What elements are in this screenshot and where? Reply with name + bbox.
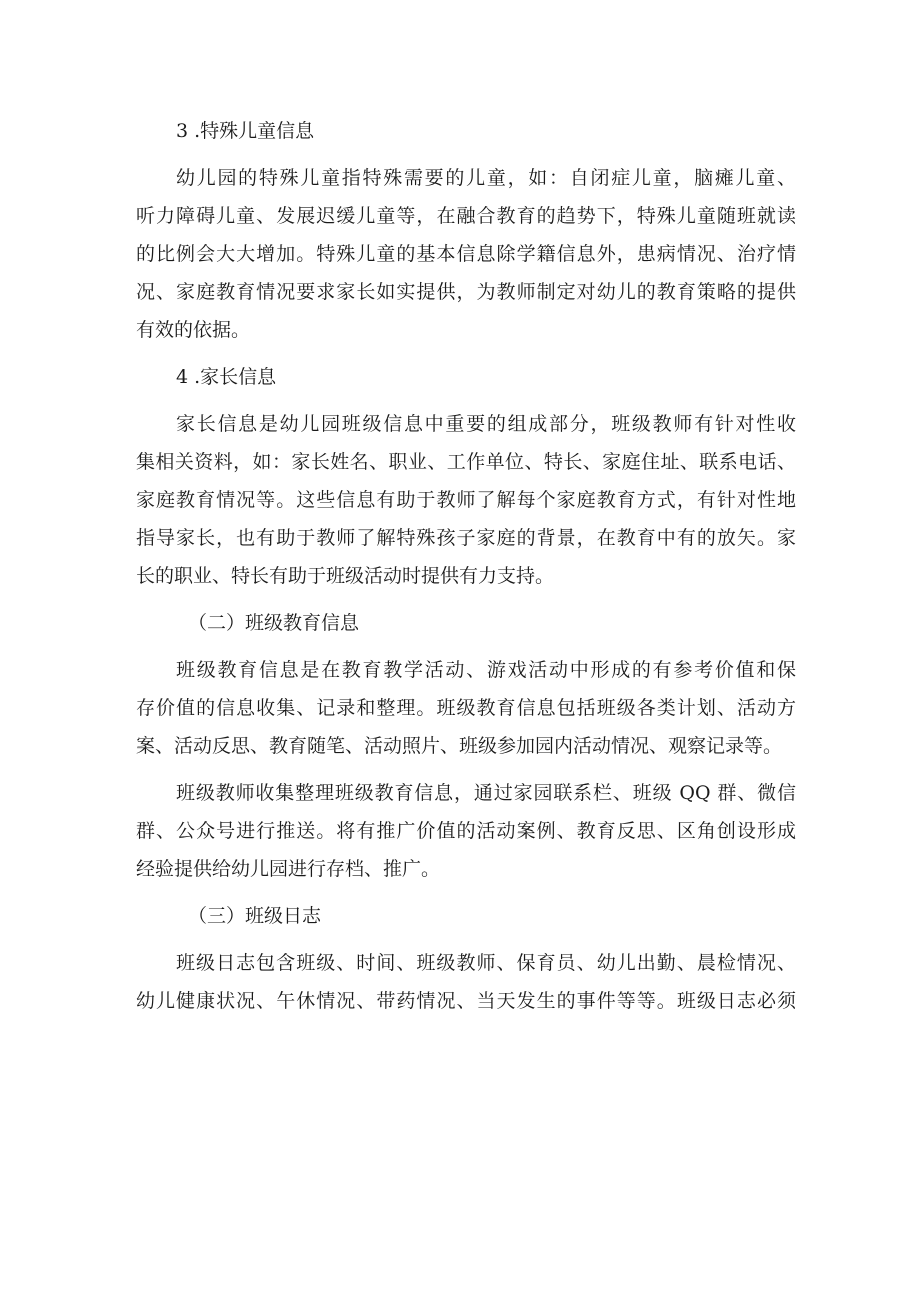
text-line: 指导家长，也有助于教师了解特殊孩子家庭的背景，在教育中有的放矢。家: [136, 527, 796, 549]
paragraph-class-log: [136, 944, 796, 1020]
text-line: 幼儿健康状况、午休情况、带药情况、当天发生的事件等等。班级日志必须: [136, 990, 796, 1012]
section-heading-special-children: 3 .特殊儿童信息: [176, 120, 315, 142]
text-line: 集相关资料，如：家长姓名、职业、工作单位、特长、家庭住址、联系电话、: [136, 451, 796, 473]
section-heading-parent-info: 4 .家长信息: [176, 366, 277, 388]
text-line: 班级教育信息是在教育教学活动、游戏活动中形成的有参考价值和保: [176, 659, 796, 681]
text-line: 班级日志包含班级、时间、班级教师、保育员、幼儿出勤、晨检情况、: [176, 952, 796, 974]
section-heading-class-education: （二）班级教育信息: [188, 612, 360, 634]
text-line: 家长信息是幼儿园班级信息中重要的组成部分，班级教师有针对性收: [176, 413, 796, 435]
section-heading-class-log: （三）班级日志: [188, 905, 322, 927]
document-body: [136, 112, 796, 1029]
text-line: 幼儿园的特殊儿童指特殊需要的儿童，如：自闭症儿童，脑瘫儿童、: [176, 167, 796, 189]
text-line: 经验提供给幼儿园进行存档、推广。: [136, 858, 441, 880]
text-line: 有效的依据。: [136, 319, 251, 341]
paragraph-special-children: [136, 159, 796, 349]
text-line: 案、活动反思、教育随笔、活动照片、班级参加园内活动情况、观察记录等。: [136, 735, 783, 757]
paragraph-parent-info: [136, 405, 796, 595]
paragraph-class-education: [136, 651, 796, 765]
text-line: 的比例会大大增加。特殊儿童的基本信息除学籍信息外，患病情况、治疗情: [136, 243, 796, 265]
paragraph-class-education-sharing: [136, 774, 796, 888]
text-line: 况、家庭教育情况要求家长如实提供，为教师制定对幼儿的教育策略的提供: [136, 281, 796, 303]
text-line: 听力障碍儿童、发展迟缓儿童等，在融合教育的趋势下，特殊儿童随班就读: [136, 205, 796, 227]
text-line: 班级教师收集整理班级教育信息，通过家园联系栏、班级 QQ 群、微信: [176, 782, 796, 804]
text-line: 长的职业、特长有助于班级活动时提供有力支持。: [136, 565, 555, 587]
text-line: 家庭教育情况等。这些信息有助于教师了解每个家庭教育方式，有针对性地: [136, 489, 796, 511]
text-line: 群、公众号进行推送。将有推广价值的活动案例、教育反思、区角创设形成: [136, 820, 796, 842]
text-line: 存价值的信息收集、记录和整理。班级教育信息包括班级各类计划、活动方: [136, 697, 796, 719]
